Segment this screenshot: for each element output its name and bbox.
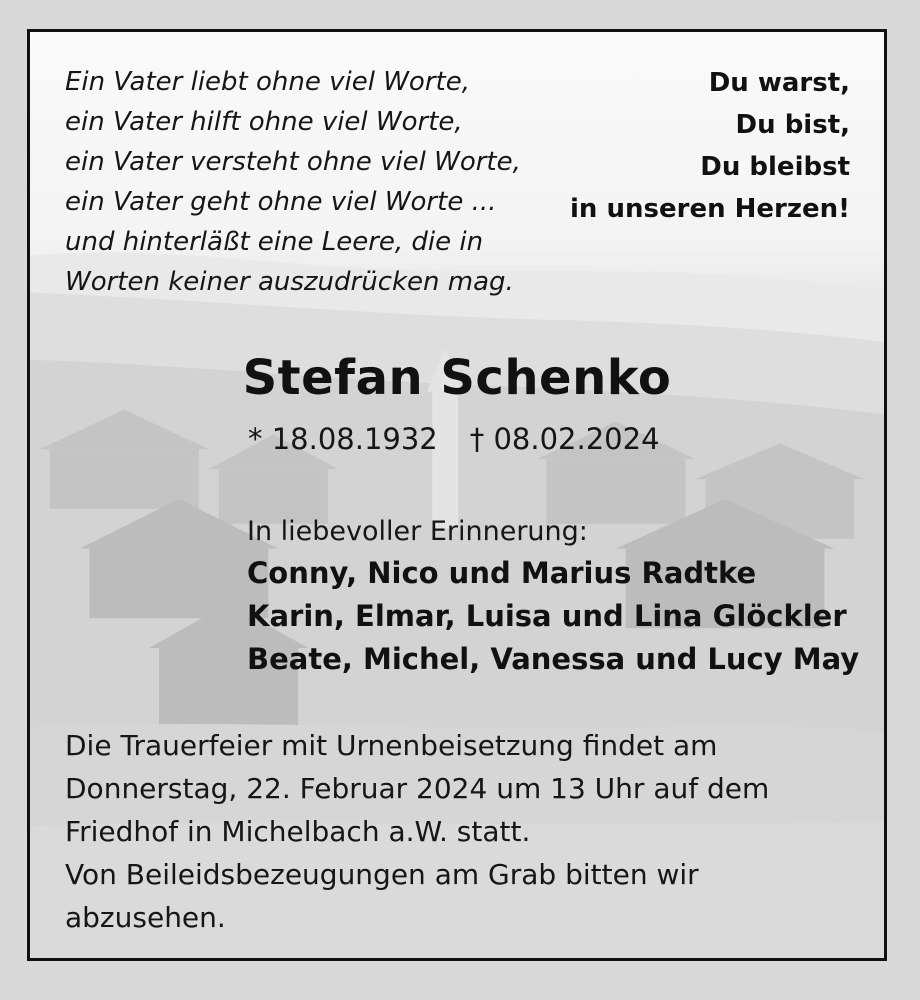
motto-line: in unseren Herzen!: [570, 194, 850, 224]
poem-line: Worten keiner auszudrücken mag.: [65, 267, 514, 297]
birth-date: * 18.08.1932: [248, 422, 438, 456]
poem-line: ein Vater geht ohne viel Worte ...: [65, 187, 497, 217]
motto-line: Du warst,: [708, 68, 850, 98]
service-line: Die Trauerfeier mit Urnenbeisetzung findet am: [65, 729, 718, 762]
obituary-notice: [27, 29, 887, 961]
remembrance-block: [247, 512, 867, 681]
mourner-family: Conny, Nico und Marius Radtke: [247, 556, 757, 590]
life-dates: [248, 422, 692, 456]
remembrance-intro: In liebevoller Erinnerung:: [247, 516, 588, 547]
poem: [65, 62, 585, 302]
deceased-name: Stefan Schenko: [242, 350, 672, 406]
service-line: abzusehen.: [65, 901, 226, 934]
mourner-family: Karin, Elmar, Luisa und Lina Glöckler: [247, 599, 847, 633]
service-line: Donnerstag, 22. Februar 2024 um 13 Uhr auf dem: [65, 772, 770, 805]
mourners-list: [247, 552, 867, 681]
motto-line: Du bist,: [735, 110, 850, 140]
poem-line: ein Vater hilft ohne viel Worte,: [65, 107, 463, 137]
service-line: Friedhof in Michelbach a.W. statt.: [65, 815, 531, 848]
death-date: † 08.02.2024: [469, 422, 660, 456]
service-line: Von Beileidsbezeugungen am Grab bitten wir: [65, 858, 699, 891]
poem-line: Ein Vater liebt ohne viel Worte,: [65, 67, 470, 97]
poem-line: ein Vater versteht ohne viel Worte,: [65, 147, 521, 177]
poem-line: und hinterläßt eine Leere, die in: [65, 227, 484, 257]
funeral-service-info: [65, 724, 855, 939]
mourner-family: Beate, Michel, Vanessa und Lucy May: [247, 642, 860, 676]
motto: [550, 62, 850, 230]
motto-line: Du bleibst: [700, 152, 850, 182]
